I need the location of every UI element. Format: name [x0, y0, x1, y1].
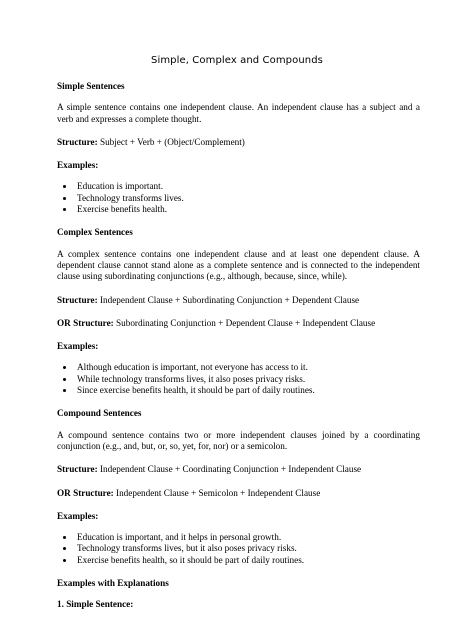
explanations-heading: Examples with Explanations	[57, 578, 169, 589]
list-item: • Education is important.	[75, 181, 420, 192]
list-item: • Since exercise benefits health, it should be part of daily routines.	[75, 385, 420, 396]
list-item: • Education is important, and it helps in personal growth.	[75, 532, 420, 543]
or-structure-text: Independent Clause + Semicolon + Independent Clause	[113, 487, 321, 498]
structure-label: Structure:	[57, 136, 98, 147]
simple-examples-heading: Examples:	[57, 160, 99, 171]
complex-structure	[57, 295, 420, 306]
complex-examples-heading: Examples:	[57, 341, 99, 352]
compound-sentences-description: A compound sentence contains two or more independent clauses joined by a coordinating conjunction (e.g., and, but, or, so, yet, for, nor) or a semicolon.	[57, 429, 420, 451]
document-title: Simple, Complex and Compounds	[151, 55, 323, 66]
explanations-subheading: 1. Simple Sentence:	[57, 599, 134, 610]
complex-sentences-heading: Complex Sentences	[57, 227, 133, 238]
list-item: • While technology transforms lives, it also poses privacy risks.	[75, 374, 420, 385]
compound-sentences-heading: Compound Sentences	[57, 408, 142, 419]
document-body	[57, 81, 420, 611]
list-item: • Technology transforms lives, but it also poses privacy risks.	[75, 543, 420, 554]
structure-label: Structure:	[57, 294, 98, 305]
list-item: • Exercise benefits health, so it should be part of daily routines.	[75, 555, 420, 566]
simple-sentences-heading: Simple Sentences	[57, 81, 125, 91]
simple-structure	[57, 137, 420, 148]
list-item: • Technology transforms lives.	[75, 193, 420, 204]
compound-examples-list	[57, 532, 420, 566]
or-structure-label: OR Structure:	[57, 317, 114, 328]
simple-sentences-description: A simple sentence contains one independent clause. An independent clause has a subject and a verb and expresses a complete thought.	[57, 102, 420, 124]
complex-sentences-description: A complex sentence contains one independent clause and at least one dependent clause. A dependent clause cannot stand alone as a complete sentence and is connected to the independent clause using subordinating conjunctions (e.g., although, because, since, while).	[57, 248, 420, 282]
complex-or-structure	[57, 318, 420, 329]
or-structure-label: OR Structure:	[57, 487, 114, 498]
structure-text: Independent Clause + Subordinating Conjunction + Dependent Clause	[97, 294, 360, 305]
structure-label: Structure:	[57, 464, 98, 475]
compound-or-structure	[57, 488, 420, 499]
compound-examples-heading: Examples:	[57, 510, 99, 521]
structure-text: Independent Clause + Coordinating Conjunction + Independent Clause	[97, 464, 362, 475]
list-item: • Exercise benefits health.	[75, 204, 420, 215]
list-item: • Although education is important, not everyone has access to it.	[75, 362, 420, 373]
structure-text: Subject + Verb + (Object/Complement)	[97, 136, 245, 147]
compound-structure	[57, 464, 420, 475]
or-structure-text: Subordinating Conjunction + Dependent Clause + Independent Clause	[113, 317, 376, 328]
simple-examples-list	[57, 181, 420, 215]
complex-examples-list	[57, 362, 420, 396]
